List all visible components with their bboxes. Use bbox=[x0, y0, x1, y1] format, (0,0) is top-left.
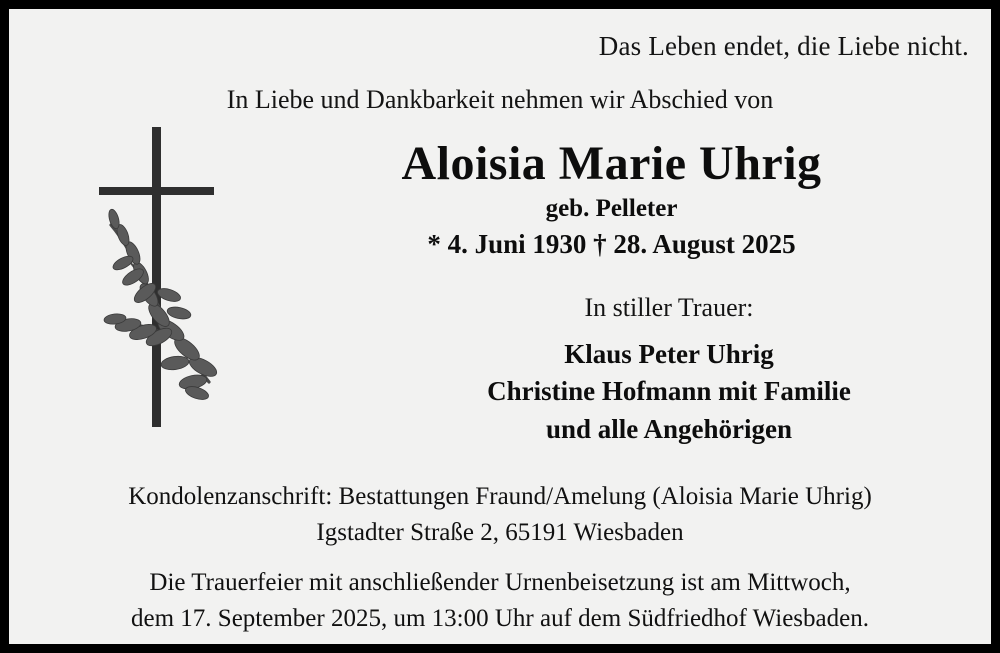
intro-text: In Liebe und Dankbarkeit nehmen wir Abschied von bbox=[226, 85, 774, 114]
deceased-dates: * 4. Juni 1930 † 28. August 2025 bbox=[427, 228, 796, 259]
ceremony-block bbox=[9, 565, 991, 636]
mourners-block bbox=[339, 293, 999, 448]
mourners-heading: In stiller Trauer: bbox=[584, 293, 754, 322]
motto-text: Das Leben endet, die Liebe nicht. bbox=[598, 31, 969, 61]
condolence-line-2: Igstadter Straße 2, 65191 Wiesbaden bbox=[316, 518, 684, 546]
mourner-name: Klaus Peter Uhrig bbox=[564, 339, 774, 369]
mourner-name: Christine Hofmann mit Familie bbox=[487, 376, 851, 407]
deceased-name: Aloisia Marie Uhrig bbox=[401, 137, 822, 190]
obituary-inner bbox=[9, 9, 991, 644]
deceased-block bbox=[224, 137, 999, 260]
condolence-block bbox=[9, 479, 991, 550]
cross-with-olive-branch-icon bbox=[81, 127, 251, 432]
mourner-name: und alle Angehörigen bbox=[545, 413, 793, 444]
condolence-line-1: Kondolenzanschrift: Bestattungen Fraund/Amelung (Aloisia Marie Uhrig) bbox=[128, 483, 872, 510]
ceremony-line-2: dem 17. September 2025, um 13:00 Uhr auf dem Südfriedhof Wiesbaden. bbox=[131, 604, 869, 632]
deceased-maiden-name: geb. Pelleter bbox=[545, 194, 678, 222]
ceremony-line-1: Die Trauerfeier mit anschließender Urnenbeisetzung ist am Mittwoch, bbox=[149, 569, 851, 596]
